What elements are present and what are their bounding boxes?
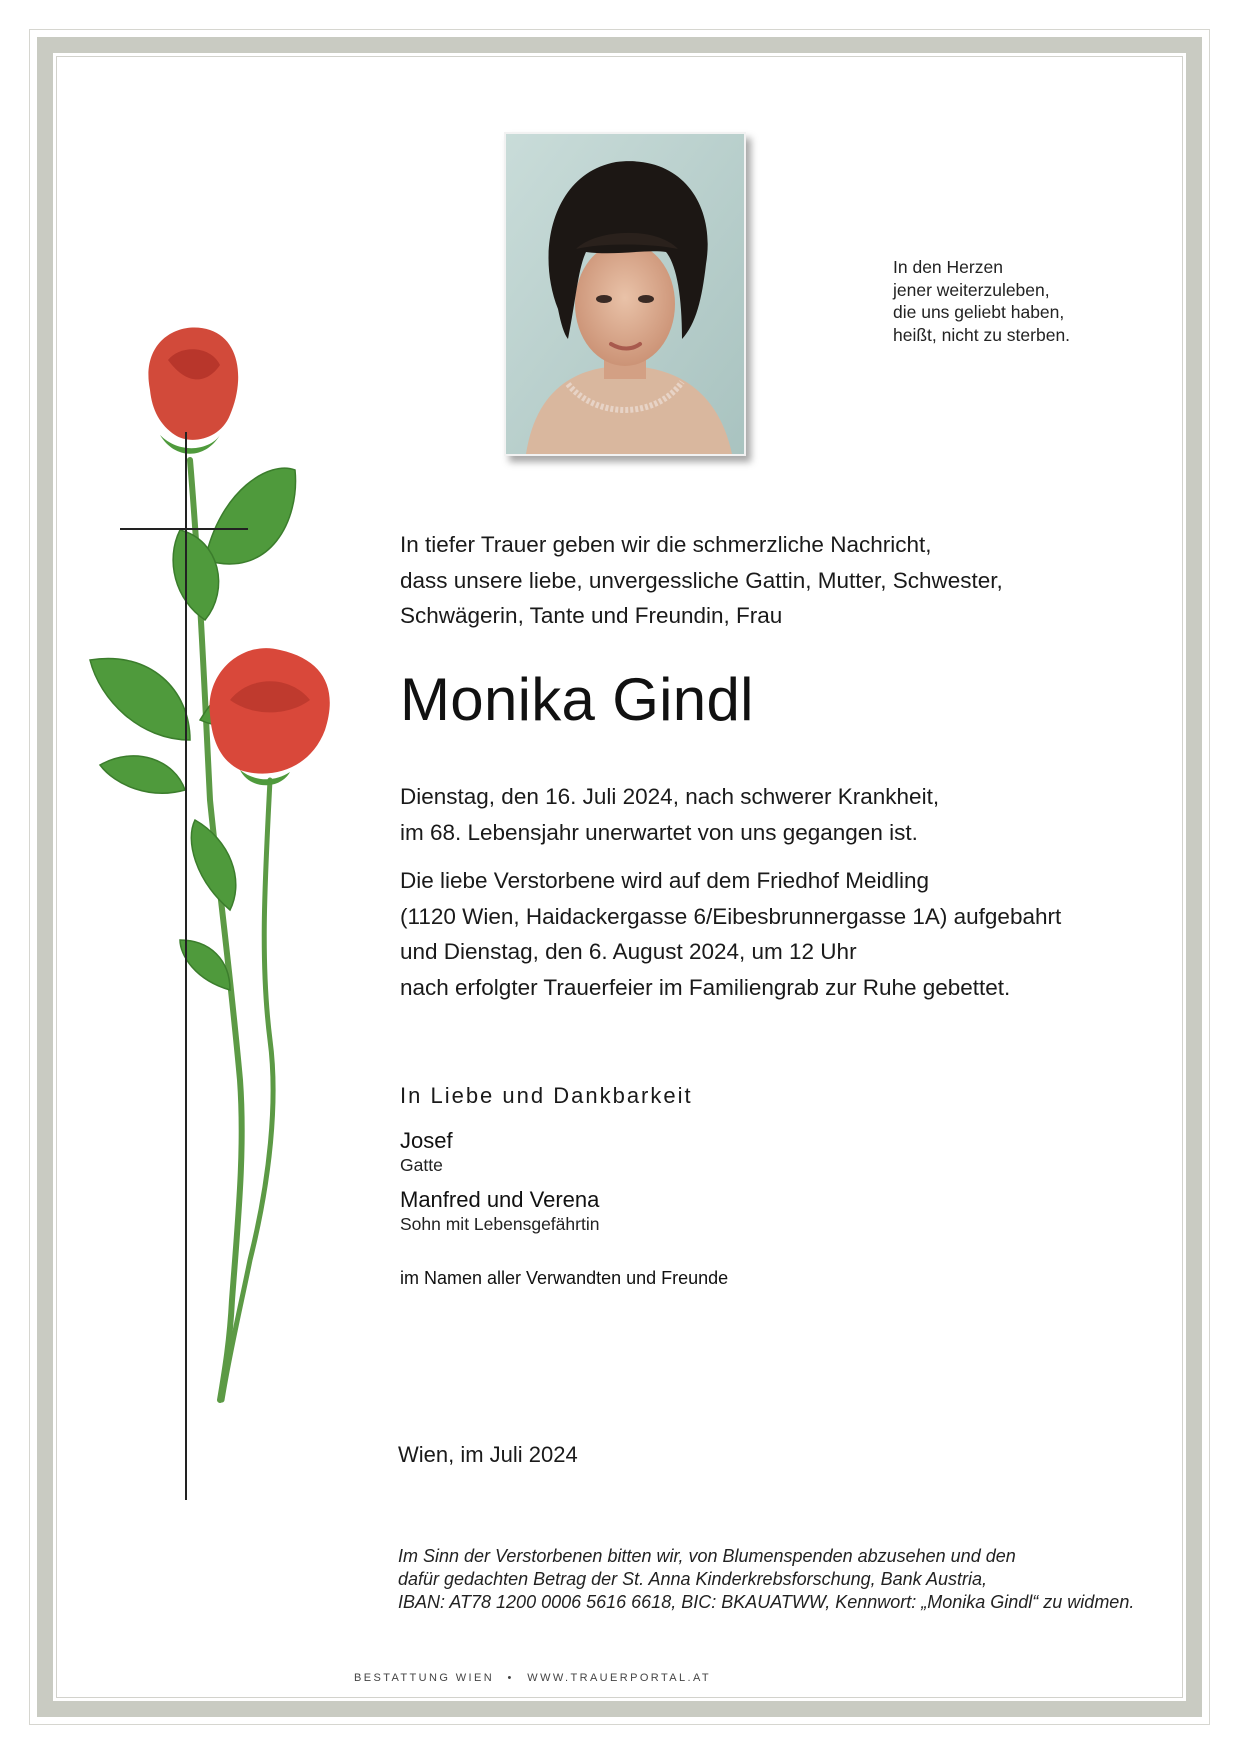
burial-line: und Dienstag, den 6. August 2024, um 12 Uhr — [400, 939, 857, 964]
footer-website-link[interactable]: WWW.TRAUERPORTAL.AT — [527, 1672, 711, 1684]
intro-line: In tiefer Trauer geben wir die schmerzliche Nachricht, — [400, 532, 932, 557]
footer — [0, 1672, 1065, 1684]
note-line: dafür gedachten Betrag der St. Anna Kinderkrebsforschung, Bank Austria, — [398, 1569, 988, 1589]
motto-line: heißt, nicht zu sterben. — [893, 324, 1071, 345]
mourner-role: Gatte — [400, 1155, 443, 1175]
place-date: Wien, im Juli 2024 — [398, 1442, 578, 1467]
donation-note — [398, 1545, 1134, 1614]
burial-line: (1120 Wien, Haidackergasse 6/Eibesbrunnergasse 1A) aufgebahrt — [400, 903, 1062, 929]
burial-line: Die liebe Verstorbene wird auf dem Friedhof Meidling — [400, 868, 930, 893]
deceased-name: Monika Gindl — [400, 666, 754, 733]
intro-line: Schwägerin, Tante und Freundin, Frau — [400, 603, 783, 628]
mourner-entry — [400, 1187, 599, 1235]
motto-line: jener weiterzuleben, — [893, 279, 1050, 300]
mourner-name: Josef — [400, 1128, 453, 1153]
death-line: Dienstag, den 16. Juli 2024, nach schwerer Krankheit, — [400, 784, 940, 809]
burial-line: nach erfolgter Trauerfeier im Familiengrab zur Ruhe gebettet. — [400, 974, 1011, 1000]
announcement-intro — [400, 527, 1003, 634]
mourners-heading: In Liebe und Dankbarkeit — [400, 1083, 693, 1108]
footer-separator: • — [507, 1672, 514, 1684]
portrait-photo — [504, 132, 746, 456]
motto-line: In den Herzen — [893, 257, 1003, 277]
rose-bud-top — [148, 328, 238, 454]
mourner-entry — [400, 1128, 453, 1176]
motto-quote — [893, 256, 1070, 346]
burial-details — [400, 863, 1061, 1005]
mourner-name: Manfred und Verena — [400, 1187, 600, 1212]
death-line: im 68. Lebensjahr unerwartet von uns gegangen ist. — [400, 819, 918, 845]
note-line: Im Sinn der Verstorbenen bitten wir, von Blumenspenden abzusehen und den — [398, 1546, 1016, 1566]
cross-icon-bar — [120, 528, 248, 530]
note-line: IBAN: AT78 1200 0006 5616 6618, BIC: BKAUATWW, Kennwort: „Monika Gindl“ zu widmen. — [398, 1592, 1135, 1612]
rose-illustration — [80, 320, 360, 1420]
footer-company: BESTATTUNG WIEN — [353, 1672, 495, 1684]
motto-line: die uns geliebt haben, — [893, 302, 1065, 322]
mourners-behalf: im Namen aller Verwandten und Freunde — [400, 1268, 729, 1288]
cross-icon — [185, 432, 187, 1500]
death-notice — [400, 779, 939, 850]
intro-line: dass unsere liebe, unvergessliche Gattin, Mutter, Schwester, — [400, 567, 1003, 593]
mourner-role: Sohn mit Lebensgefährtin — [400, 1214, 600, 1234]
rose-bloom — [210, 648, 330, 785]
